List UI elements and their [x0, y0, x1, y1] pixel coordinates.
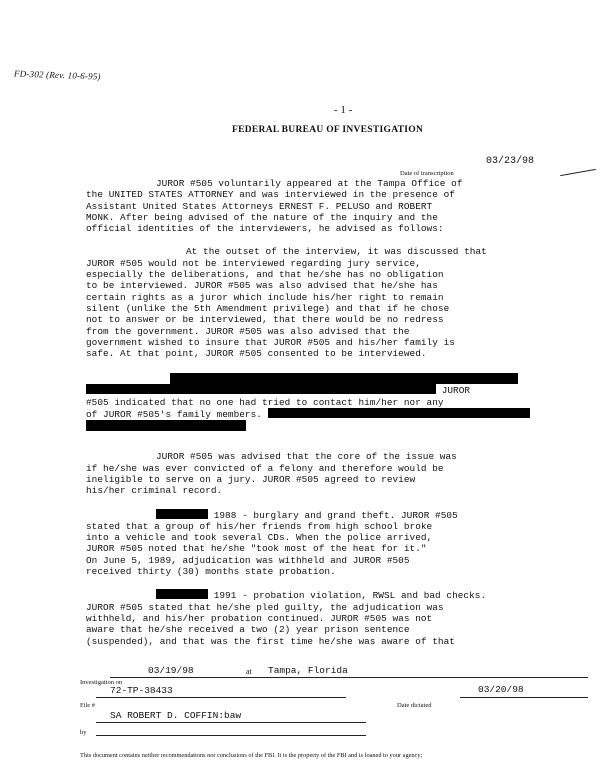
paragraph-line: JUROR #505 noted that he/she "took most of the heat for it." [86, 543, 427, 555]
paragraph-line: On June 5, 1989, adjudication was withheld and JUROR #505 [86, 554, 410, 566]
paragraph-line: Assistant United States Attorneys ERNEST F. PELUSO and ROBERT [86, 200, 433, 212]
agency-title: FEDERAL BUREAU OF INVESTIGATION [232, 125, 424, 135]
paragraph-line: government wished to insure that JUROR #505 and his/her family is [86, 336, 455, 348]
footer-rule [96, 697, 346, 698]
paragraph-line: stated that a group of his/her friends from high school broke [86, 520, 433, 532]
redaction-block [86, 384, 436, 394]
paragraph-line: JUROR [86, 384, 556, 396]
redaction-block [156, 589, 208, 599]
paragraph-line: JUROR #505 voluntarily appeared at the Tampa Office of [156, 178, 463, 189]
footer-rule [96, 722, 366, 723]
paragraph-line: withheld, and his/her probation continued. JUROR #505 was not [86, 612, 433, 624]
paragraph-line: his/her criminal record. [86, 485, 223, 497]
paragraph-line: safe. At that point, JUROR #505 consented to be interviewed. [86, 348, 427, 360]
document-body [86, 178, 556, 647]
redaction-block [170, 373, 518, 384]
paragraph-line: JUROR #505 would not be interviewed regarding jury service, [86, 257, 421, 269]
dictated-date: 03/20/98 [478, 684, 524, 695]
redaction-block [86, 420, 246, 431]
paragraph-line: if he/she was ever convicted of a felony and therefore would be [86, 462, 444, 474]
page-number: - 1 - [334, 104, 353, 116]
file-number: 72-TP-38433 [110, 685, 173, 696]
paragraph-line: #505 indicated that no one had tried to contact him/her nor any [86, 396, 444, 408]
paragraph-line: 1988 - burglary and grand theft. JUROR #505 [86, 509, 556, 521]
paragraph-line: ineligible to serve on a jury. JUROR #505 agreed to review [86, 473, 416, 485]
investigation-location: Tampa, Florida [268, 665, 348, 676]
paragraph-line: official identities of the interviewers, he advised as follows: [86, 223, 444, 235]
disclaimer: This document contains neither recommendations nor conclusions of the FBI. It is the property of the FBI and is loaned to your agency; [80, 752, 423, 759]
paragraph-line: especially the deliberations, and that he/she has no obligation [86, 269, 444, 281]
paragraph-line: MONK. After being advised of the nature of the inquiry and the [86, 211, 438, 223]
by-label: by [80, 729, 87, 736]
paragraph-line: (suspended), and that was the first time he/she was aware of that [86, 635, 455, 647]
footer-rule [460, 697, 588, 698]
transcription-date-label: Date of transcription [400, 170, 454, 177]
investigation-label: Investigation on [80, 679, 123, 686]
paragraph-line: to be interviewed. JUROR #505 was also advised that he/she has [86, 280, 438, 292]
paragraph-line: certain rights as a juror which include his/her right to remain [86, 291, 444, 303]
investigation-date: 03/19/98 [148, 665, 194, 676]
paragraph-line: of JUROR #505's family members. [86, 408, 556, 420]
paragraph-line: not to answer or be interviewed, that there would be no redress [86, 314, 444, 326]
footer-rule [110, 677, 588, 678]
paragraph-line: At the outset of the interview, it was discussed that [186, 246, 487, 258]
paragraph-line: JUROR #505 was advised that the core of the issue was [156, 451, 457, 463]
at-label: at [246, 667, 252, 676]
paragraph-line: silent (unlike the 5th Amendment privilege) and that if he chose [86, 302, 450, 314]
redaction-block [268, 408, 530, 418]
paragraph-line: received thirty (30) months state probation. [86, 566, 336, 578]
paragraph-line: JUROR #505 stated that he/she pled guilty, the adjudication was [86, 601, 444, 613]
paragraph-line: into a vehicle and took several CDs. When the police arrived, [86, 532, 433, 544]
agent-name: SA ROBERT D. COFFIN:baw [110, 710, 242, 721]
form-number: FD-302 (Rev. 10-6-95) [13, 68, 101, 82]
redaction-block [156, 509, 208, 519]
paragraph-line: the UNITED STATES ATTORNEY and was interviewed in the presence of [86, 189, 455, 201]
paragraph-line: from the government. JUROR #505 was also advised that the [86, 325, 410, 337]
dictated-label: Date dictated [397, 702, 432, 709]
paragraph-line: aware that he/she received a two (2) year prison sentence [86, 624, 410, 636]
transcription-date: 03/23/98 [486, 156, 535, 167]
paragraph-line: 1991 - probation violation, RWSL and bad checks. [86, 589, 556, 601]
margin-mark [560, 169, 596, 176]
file-label: File # [80, 702, 95, 709]
footer-rule [96, 735, 366, 736]
